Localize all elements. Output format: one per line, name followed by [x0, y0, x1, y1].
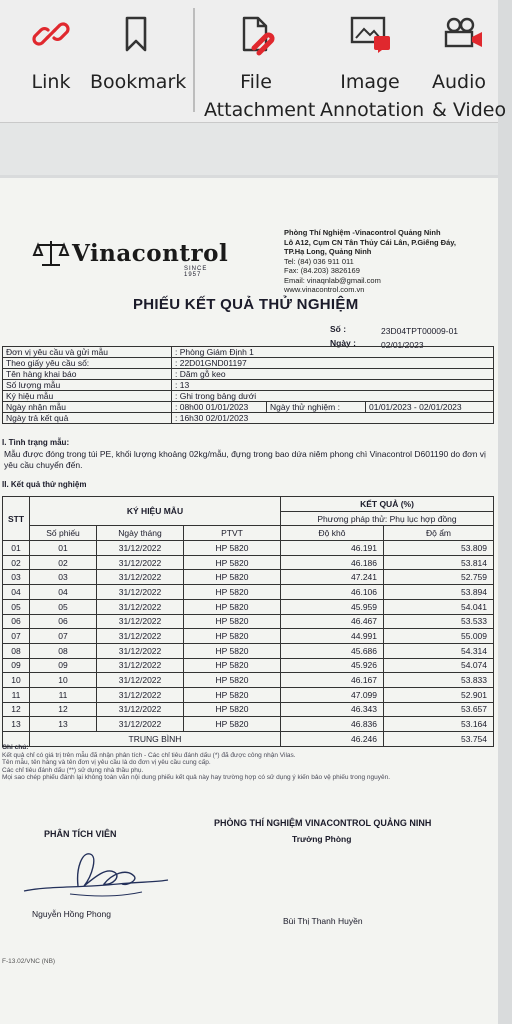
lab-sign-role: Trưởng Phòng: [292, 834, 352, 844]
note-line: Tên mẫu, tên hàng và tên đơn vị yêu cầu là do đơn vị yêu cầu cung cấp.: [2, 759, 211, 766]
do-am-cell: 53.814: [384, 555, 494, 570]
info-value: : 22D01GND01197: [172, 358, 494, 369]
sub-header-row: [3, 526, 494, 541]
ngay-thang-cell: 31/12/2022: [97, 629, 184, 644]
method-text: Phương pháp thử: Phụ lục hợp đồng: [281, 511, 494, 526]
do-kho-cell: 46.343: [281, 702, 384, 717]
info-row: [3, 391, 494, 402]
result-row: [3, 585, 494, 600]
result-row: [3, 717, 494, 732]
do-am-cell: 52.901: [384, 687, 494, 702]
do-kho-cell: 47.241: [281, 570, 384, 585]
kyhieu-header: KÝ HIỆU MẪU: [30, 497, 281, 526]
stt-cell: 12: [3, 702, 30, 717]
do-am-cell: 53.833: [384, 673, 494, 688]
ptvt-cell: HP 5820: [184, 541, 281, 556]
avg-do-am: 53.754: [384, 732, 494, 747]
ngay-thang-cell: 31/12/2022: [97, 614, 184, 629]
ptvt-cell: HP 5820: [184, 585, 281, 600]
ptvt-cell: HP 5820: [184, 673, 281, 688]
form-code: F-13.02/VNC (NB): [2, 958, 56, 965]
ngay-thang-cell: 31/12/2022: [97, 643, 184, 658]
so-phieu-cell: 12: [30, 702, 97, 717]
avg-label: TRUNG BÌNH: [30, 732, 281, 747]
so-phieu-cell: 08: [30, 643, 97, 658]
result-row: [3, 555, 494, 570]
analyst-name: Nguyễn Hồng Phong: [32, 909, 111, 919]
ptvt-cell: HP 5820: [184, 570, 281, 585]
info-value: : Dăm gỗ keo: [172, 369, 494, 380]
head-name: Bùi Thị Thanh Huyền: [283, 916, 363, 926]
annotation-toolbar: [0, 0, 507, 123]
note-line: Kết quả chỉ có giá trị trên mẫu đã nhận phân tích - Các chỉ tiêu đánh dấu (*) đã được công nhận Vilas.: [2, 751, 296, 759]
file-attachment-icon: [236, 14, 276, 54]
do-kho-cell: 46.191: [281, 541, 384, 556]
stt-cell: 05: [3, 599, 30, 614]
analyst-title: PHÂN TÍCH VIÊN: [44, 829, 117, 839]
stt-cell: 03: [3, 570, 30, 585]
lab-info-line: Tel: (84) 036 911 011: [284, 256, 354, 266]
lab-info-line: www.vinacontrol.com.vn: [284, 285, 365, 294]
stt-cell: 10: [3, 673, 30, 688]
sample-remark: Mẫu được đóng trong túi PE, khối lượng khoảng 02kg/mẫu, đựng trong bao dứa niêm phong chì Vinacontrol D601190 do đơn vị yêu cầu chuyển đến.: [4, 449, 486, 470]
result-row: [3, 629, 494, 644]
do-am-cell: 53.894: [384, 585, 494, 600]
result-row: [3, 687, 494, 702]
lab-info: [284, 228, 456, 295]
ptvt-cell: HP 5820: [184, 702, 281, 717]
info-value: : 16h30 02/01/2023: [172, 413, 494, 424]
do-kho-header: Độ khô: [281, 526, 384, 541]
lab-info-line: Email: vinaqnlab@gmail.com: [284, 275, 381, 285]
do-kho-cell: 45.686: [281, 643, 384, 658]
do-am-cell: 54.314: [384, 643, 494, 658]
ptvt-cell: HP 5820: [184, 555, 281, 570]
section-test-results: II. Kết quả thử nghiệm: [2, 480, 87, 489]
so-phieu-cell: 10: [30, 673, 97, 688]
stt-cell: 02: [3, 555, 30, 570]
stt-cell: 11: [3, 687, 30, 702]
so-label: Số :: [330, 324, 347, 334]
so-phieu-cell: 01: [30, 541, 97, 556]
stt-cell: 06: [3, 614, 30, 629]
do-kho-cell: 46.467: [281, 614, 384, 629]
ngay-thang-cell: 31/12/2022: [97, 541, 184, 556]
lab-info-line: Lô A12, Cụm CN Tân Thủy Cái Lân, P.Giếng Đáy,: [284, 237, 456, 247]
info-label: Ngày trả kết quả: [3, 413, 172, 424]
info-value: : 13: [172, 380, 494, 391]
info-label: Số lượng mẫu: [3, 380, 172, 391]
notes-title: Ghi chú:: [2, 744, 29, 751]
do-am-cell: 53.164: [384, 717, 494, 732]
so-phieu-cell: 07: [30, 629, 97, 644]
lab-info-line: Fax: (84.203) 3826169: [284, 266, 360, 275]
image-annotation-label: Image Annotation: [320, 71, 425, 121]
result-row: [3, 541, 494, 556]
so-phieu-cell: 06: [30, 614, 97, 629]
ptvt-cell: HP 5820: [184, 687, 281, 702]
do-am-cell: 53.809: [384, 541, 494, 556]
file-attachment-button[interactable]: [204, 14, 316, 124]
info-value: : Ghi trong bảng dưới: [172, 391, 494, 402]
so-phieu-cell: 11: [30, 687, 97, 702]
ngay-value: 02/01/2023: [381, 340, 424, 350]
document-title: PHIẾU KẾT QUẢ THỬ NGHIỆM: [133, 296, 359, 313]
notes-block: [2, 744, 496, 782]
info-row: [3, 358, 494, 369]
do-am-cell: 52.759: [384, 570, 494, 585]
results-table: [2, 496, 494, 747]
ngay-thang-cell: 31/12/2022: [97, 658, 184, 673]
so-value: 23D04TPT00009-01: [381, 326, 459, 336]
lab-sign-title: PHÒNG THÍ NGHIỆM VINACONTROL QUẢNG NINH: [214, 818, 432, 828]
ngay-label: Ngày :: [330, 338, 356, 348]
do-kho-cell: 45.959: [281, 599, 384, 614]
stt-cell: 04: [3, 585, 30, 600]
do-kho-cell: 45.926: [281, 658, 384, 673]
ptvt-cell: HP 5820: [184, 643, 281, 658]
so-phieu-header: Số phiếu: [30, 526, 97, 541]
link-label: Link: [31, 71, 71, 93]
info-row: [3, 347, 494, 358]
stt-cell: 13: [3, 717, 30, 732]
info-row: [3, 380, 494, 391]
note-line: Mọi sao chép phiếu đánh lại không toàn văn nội dung phiếu kết quả này hay trường hợp có sử dụng ý kiến bảo vệ phiếu trong nguyên.: [2, 774, 390, 781]
test-date-value: 01/01/2023 - 02/01/2023: [366, 402, 494, 413]
stt-header: STT: [3, 497, 30, 541]
ngay-thang-cell: 31/12/2022: [97, 570, 184, 585]
logo-brand: Vinacontrol: [72, 240, 229, 267]
do-am-cell: 55.009: [384, 629, 494, 644]
bookmark-button[interactable]: [90, 14, 187, 96]
stt-cell: 07: [3, 629, 30, 644]
info-row: [3, 369, 494, 380]
ngay-thang-cell: 31/12/2022: [97, 585, 184, 600]
avg-do-kho: 46.246: [281, 732, 384, 747]
do-am-header: Độ ẩm: [384, 526, 494, 541]
so-phieu-cell: 05: [30, 599, 97, 614]
do-kho-cell: 44.991: [281, 629, 384, 644]
signature-mark: [18, 846, 178, 906]
info-label: Đơn vị yêu cầu và gửi mẫu: [3, 347, 172, 358]
image-annotation-button[interactable]: [320, 14, 425, 124]
audio-video-label: Audio & Video: [432, 71, 507, 121]
do-am-cell: 54.074: [384, 658, 494, 673]
so-phieu-cell: 13: [30, 717, 97, 732]
do-am-cell: 54.041: [384, 599, 494, 614]
audio-video-button[interactable]: [432, 14, 512, 124]
link-icon: [31, 14, 71, 54]
info-label: Ký hiệu mẫu: [3, 391, 172, 402]
info-value: : Phòng Giám Định 1: [172, 347, 494, 358]
do-am-cell: 53.533: [384, 614, 494, 629]
info-label: Ngày nhận mẫu: [3, 402, 172, 413]
image-annotation-icon: [348, 14, 392, 54]
test-date-label: Ngày thử nghiệm :: [267, 402, 366, 413]
so-phieu-cell: 04: [30, 585, 97, 600]
ptvt-header: PTVT: [184, 526, 281, 541]
stt-cell: 09: [3, 658, 30, 673]
lab-info-line: Phòng Thí Nghiệm -Vinacontrol Quảng Ninh: [284, 228, 441, 237]
canvas-gap: [0, 123, 498, 175]
ngay-thang-cell: 31/12/2022: [97, 555, 184, 570]
result-row: [3, 658, 494, 673]
results-header-row: [3, 497, 494, 512]
so-phieu-cell: 03: [30, 570, 97, 585]
info-label: Theo giấy yêu cầu số:: [3, 358, 172, 369]
ngay-thang-header: Ngày tháng: [97, 526, 184, 541]
document-page[interactable]: [0, 178, 498, 1024]
bookmark-label: Bookmark: [90, 71, 187, 93]
note-line: Các chỉ tiêu đánh dấu (**) sử dụng nhà thầu phụ.: [2, 766, 144, 774]
ptvt-cell: HP 5820: [184, 614, 281, 629]
so-phieu-cell: 09: [30, 658, 97, 673]
logo-since: SINCE 1957: [184, 266, 208, 278]
ptvt-cell: HP 5820: [184, 599, 281, 614]
ngay-thang-cell: 31/12/2022: [97, 717, 184, 732]
info-row: [3, 413, 494, 424]
ketqua-header: KẾT QUẢ (%): [281, 497, 494, 512]
do-kho-cell: 47.099: [281, 687, 384, 702]
info-label: Tên hàng khai báo: [3, 369, 172, 380]
ngay-thang-cell: 31/12/2022: [97, 687, 184, 702]
info-value: : 08h00 01/01/2023: [172, 402, 267, 413]
result-row: [3, 570, 494, 585]
result-row: [3, 643, 494, 658]
stt-cell: 08: [3, 643, 30, 658]
toolbar-separator: [193, 8, 195, 112]
result-row: [3, 702, 494, 717]
do-kho-cell: 46.186: [281, 555, 384, 570]
ngay-thang-cell: 31/12/2022: [97, 673, 184, 688]
scales-icon: [34, 238, 68, 268]
ptvt-cell: HP 5820: [184, 717, 281, 732]
file-attachment-label: File Attachment: [204, 71, 316, 121]
lab-info-line: TP.Hạ Long, Quảng Ninh: [284, 247, 372, 256]
section-sample-condition: I. Tình trạng mẫu:: [2, 438, 70, 447]
ngay-thang-cell: 31/12/2022: [97, 599, 184, 614]
ngay-thang-cell: 31/12/2022: [97, 702, 184, 717]
request-info-table: [2, 346, 494, 424]
so-phieu-cell: 02: [30, 555, 97, 570]
do-kho-cell: 46.836: [281, 717, 384, 732]
info-row: [3, 402, 494, 413]
ptvt-cell: HP 5820: [184, 658, 281, 673]
bookmark-icon: [116, 14, 156, 54]
do-kho-cell: 46.167: [281, 673, 384, 688]
do-am-cell: 53.657: [384, 702, 494, 717]
video-camera-icon: [442, 14, 486, 54]
result-row: [3, 599, 494, 614]
do-kho-cell: 46.106: [281, 585, 384, 600]
link-button[interactable]: [24, 14, 78, 96]
result-row: [3, 673, 494, 688]
stt-cell: 01: [3, 541, 30, 556]
result-row: [3, 614, 494, 629]
ptvt-cell: HP 5820: [184, 629, 281, 644]
